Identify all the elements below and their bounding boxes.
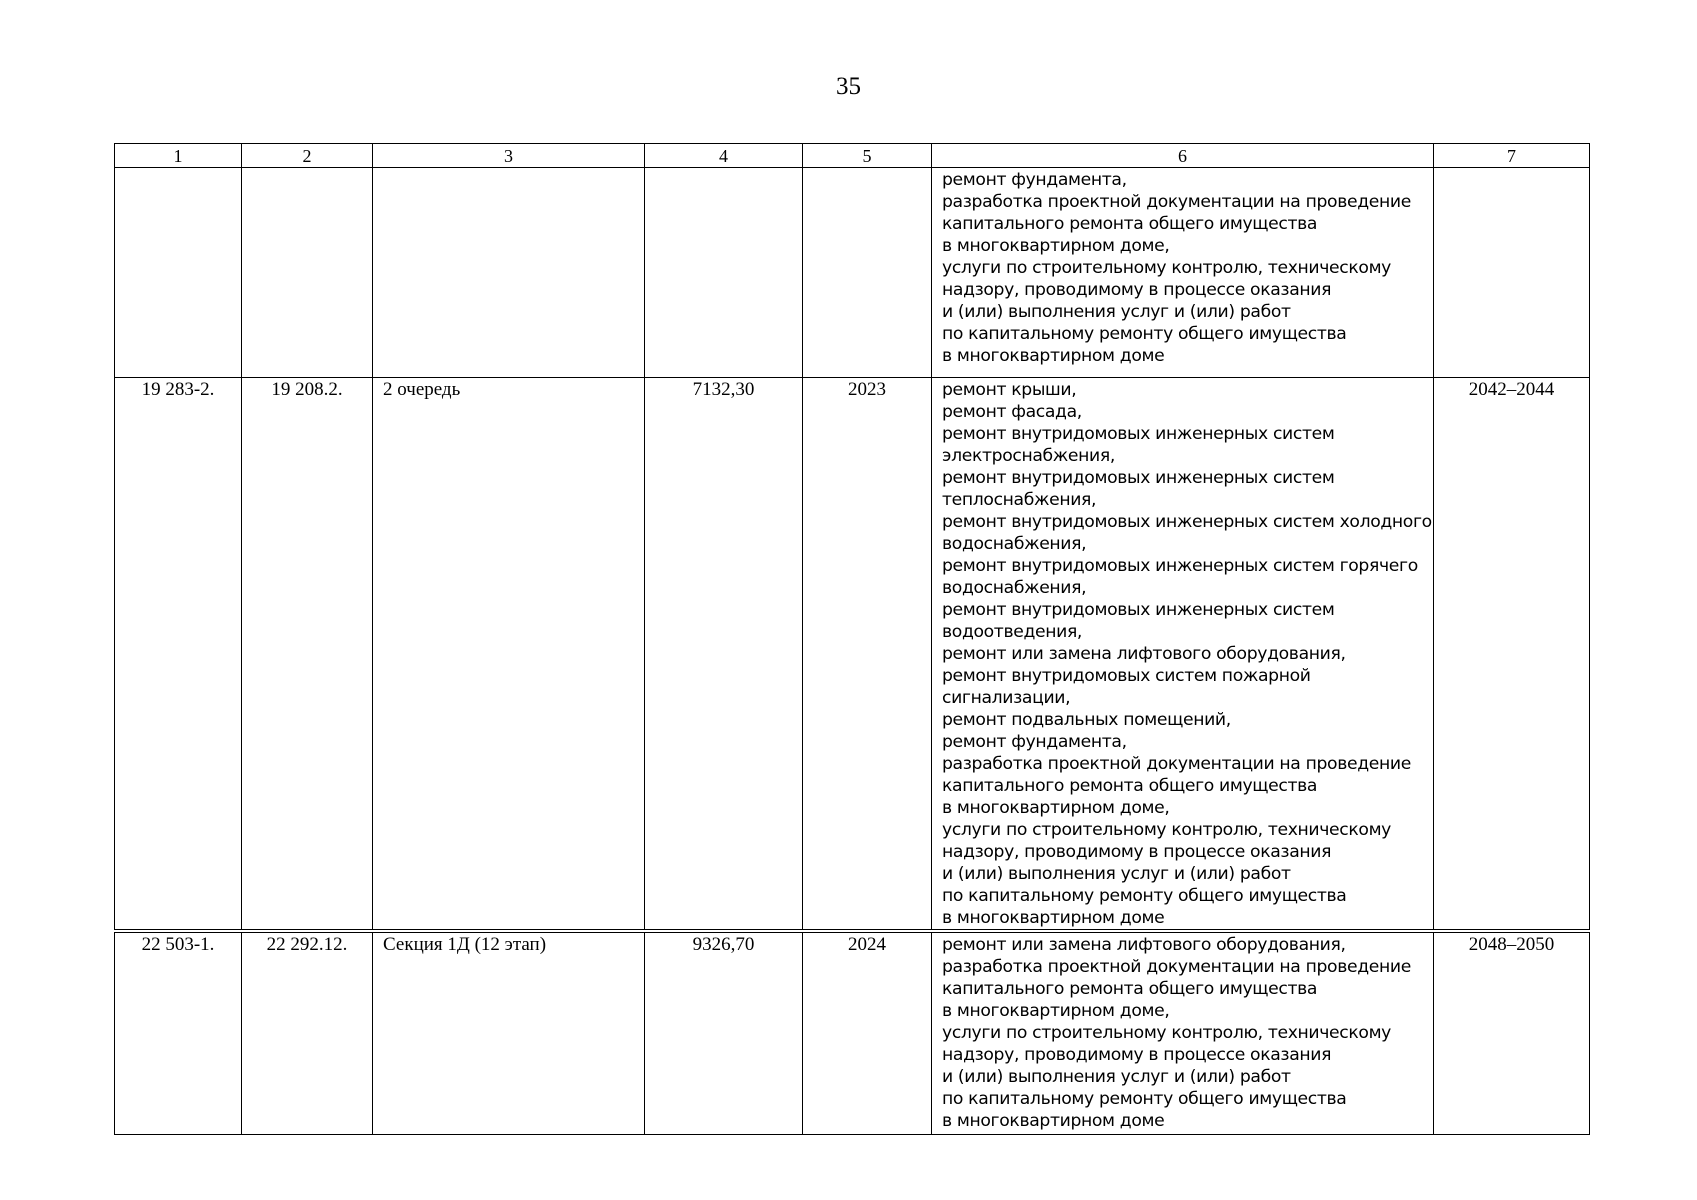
work-line: водоснабжения,: [942, 578, 1087, 598]
column-header-1: 1: [115, 144, 242, 168]
work-line: сигнализации,: [942, 688, 1071, 708]
work-line: надзору, проводимому в процессе оказания: [942, 1045, 1332, 1065]
cell-period: 2048–2050: [1434, 931, 1590, 1135]
work-line: ремонт фасада,: [942, 402, 1082, 422]
cell-area: 7132,30: [645, 378, 803, 932]
column-header-5: 5: [803, 144, 932, 168]
work-line: в многоквартирном доме: [942, 1111, 1165, 1131]
cell-area: [645, 168, 803, 378]
cell-year: 2023: [803, 378, 932, 932]
work-line: ремонт внутридомовых инженерных систем: [942, 424, 1335, 444]
work-line: ремонт внутридомовых систем пожарной: [942, 666, 1311, 686]
column-header-6: 6: [932, 144, 1434, 168]
cell-code: 22 292.12.: [242, 931, 373, 1135]
cell-code: [242, 168, 373, 378]
work-line: в многоквартирном доме,: [942, 798, 1170, 818]
work-line: разработка проектной документации на проведение: [942, 754, 1411, 774]
cell-number: 22 503-1.: [115, 931, 242, 1135]
cell-period: 2042–2044: [1434, 378, 1590, 932]
work-line: услуги по строительному контролю, техническому: [942, 820, 1392, 840]
work-line: в многоквартирном доме,: [942, 236, 1170, 256]
work-line: ремонт фундамента,: [942, 732, 1127, 752]
cell-number: [115, 168, 242, 378]
column-header-7: 7: [1434, 144, 1590, 168]
work-line: надзору, проводимому в процессе оказания: [942, 842, 1332, 862]
work-line: и (или) выполнения услуг и (или) работ: [942, 1067, 1291, 1087]
cell-works: [932, 378, 1434, 932]
column-header-4: 4: [645, 144, 803, 168]
work-line: в многоквартирном доме: [942, 908, 1165, 928]
cell-object: Секция 1Д (12 этап): [373, 931, 645, 1135]
work-line: электроснабжения,: [942, 446, 1115, 466]
page-number: 35: [836, 73, 861, 100]
work-line: водоснабжения,: [942, 534, 1087, 554]
cell-object: 2 очередь: [373, 378, 645, 932]
table-header-row: [115, 144, 1590, 168]
cell-area: 9326,70: [645, 931, 803, 1135]
work-line: по капитальному ремонту общего имущества: [942, 1089, 1347, 1109]
work-line: разработка проектной документации на проведение: [942, 957, 1411, 977]
work-line: ремонт внутридомовых инженерных систем: [942, 600, 1335, 620]
work-line: капитального ремонта общего имущества: [942, 214, 1318, 234]
work-line: разработка проектной документации на проведение: [942, 192, 1411, 212]
repair-schedule-table: [114, 143, 1590, 1135]
cell-object: [373, 168, 645, 378]
work-line: и (или) выполнения услуг и (или) работ: [942, 302, 1291, 322]
work-line: ремонт крыши,: [942, 380, 1077, 400]
work-line: по капитальному ремонту общего имущества: [942, 886, 1347, 906]
work-line: ремонт фундамента,: [942, 170, 1127, 190]
cell-code: 19 208.2.: [242, 378, 373, 932]
work-line: ремонт или замена лифтового оборудования,: [942, 935, 1346, 955]
table-row: [115, 168, 1590, 378]
work-line: в многоквартирном доме: [942, 346, 1165, 366]
table-row: [115, 378, 1590, 932]
work-line: ремонт внутридомовых инженерных систем: [942, 468, 1335, 488]
work-line: теплоснабжения,: [942, 490, 1097, 510]
table-row: [115, 931, 1590, 1135]
cell-period: [1434, 168, 1590, 378]
work-line: в многоквартирном доме,: [942, 1001, 1170, 1021]
cell-number: 19 283-2.: [115, 378, 242, 932]
cell-works: [932, 168, 1434, 378]
work-line: и (или) выполнения услуг и (или) работ: [942, 864, 1291, 884]
column-header-3: 3: [373, 144, 645, 168]
cell-year: 2024: [803, 931, 932, 1135]
work-line: надзору, проводимому в процессе оказания: [942, 280, 1332, 300]
column-header-2: 2: [242, 144, 373, 168]
work-line: ремонт подвальных помещений,: [942, 710, 1231, 730]
work-line: услуги по строительному контролю, техническому: [942, 1023, 1392, 1043]
work-line: по капитальному ремонту общего имущества: [942, 324, 1347, 344]
work-line: услуги по строительному контролю, техническому: [942, 258, 1392, 278]
work-line: капитального ремонта общего имущества: [942, 979, 1318, 999]
work-line: ремонт внутридомовых инженерных систем горячего: [942, 556, 1418, 576]
cell-year: [803, 168, 932, 378]
work-line: водоотведения,: [942, 622, 1083, 642]
work-line: ремонт внутридомовых инженерных систем холодного: [942, 512, 1432, 532]
work-line: ремонт или замена лифтового оборудования,: [942, 644, 1346, 664]
work-line: капитального ремонта общего имущества: [942, 776, 1318, 796]
cell-works: [932, 931, 1434, 1135]
